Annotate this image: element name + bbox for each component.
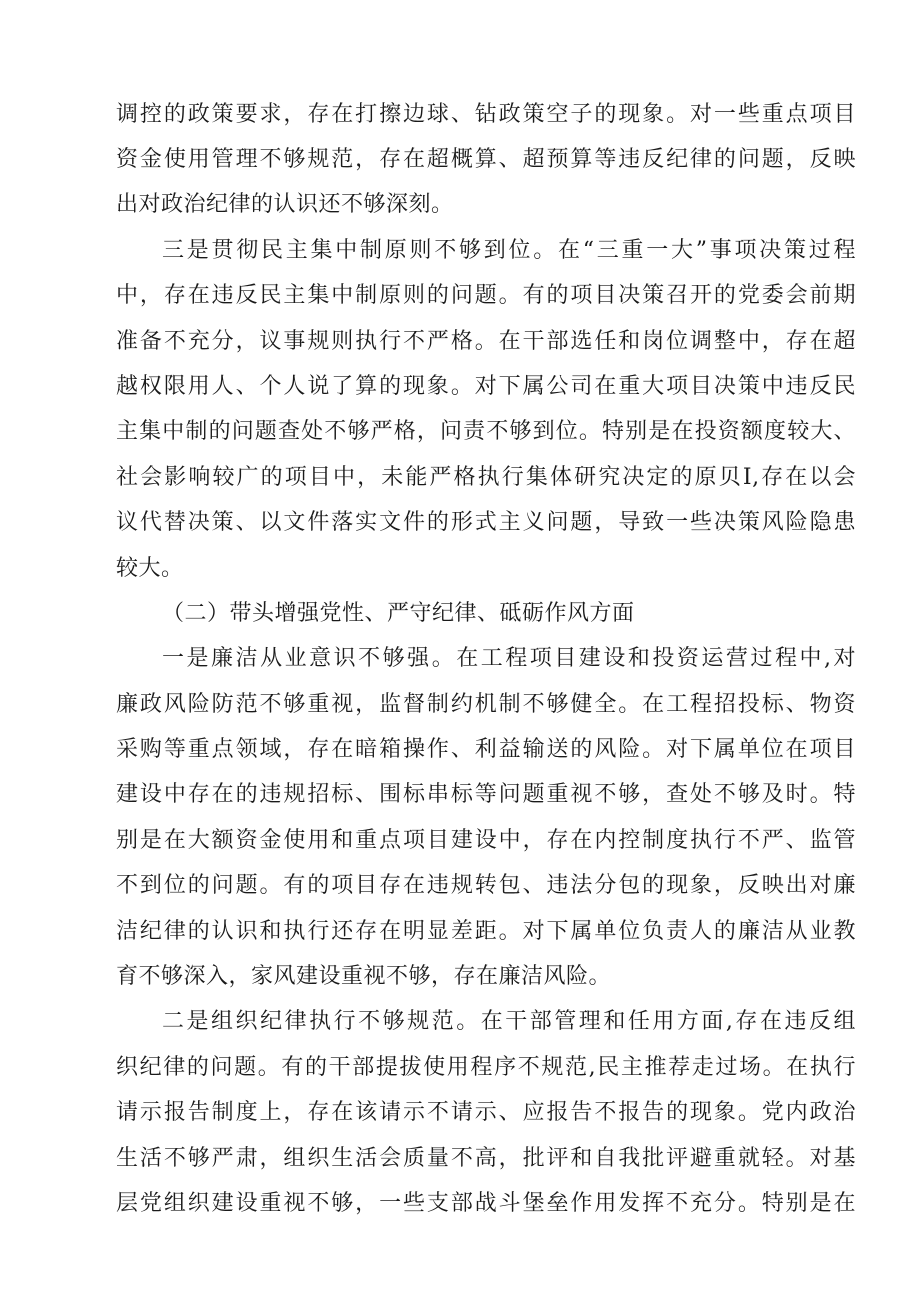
section-heading: （二）带头增强党性、严守纪律、砥砺作风方面 (162, 601, 635, 626)
text-line: 主集中制的问题查处不够严格，问责不够到位。特别是在投资额度较大、 (116, 419, 856, 444)
text-line: 准备不充分，议事规则执行不严格。在干部选任和岗位调整中，存在超 (116, 329, 856, 354)
text-line: 洁纪律的认识和执行还存在明显差距。对下属单位负责人的廉洁从业教 (116, 919, 856, 944)
text-line: 越权限用人、个人说了算的现象。对下属公司在重大项目决策中违反民 (116, 374, 856, 399)
text-line: 建设中存在的违规招标、围标串标等问题重视不够，查处不够及时。特 (116, 782, 856, 807)
text-line: 采购等重点领域，存在暗箱操作、利益输送的风险。对下属单位在项目 (116, 737, 856, 762)
text-line: 较大。 (116, 556, 184, 581)
text-line: 请示报告制度上，存在该请示不请示、应报告不报告的现象。党内政治 (116, 1100, 856, 1125)
text-line: 资金使用管理不够规范，存在超概算、超预算等违反纪律的问题，反映 (116, 147, 856, 172)
text-line: 别是在大额资金使用和重点项目建设中，存在内控制度执行不严、监管 (116, 828, 856, 853)
text-line: 育不够深入，家风建设重视不够，存在廉洁风险。 (116, 964, 612, 989)
paragraph-first-line: 三是贯彻民主集中制原则不够到位。在“三重一大”事项决策过程 (162, 238, 856, 263)
text-line: 生活不够严肃，组织生活会质量不高，批评和自我批评避重就轻。对基 (116, 1146, 856, 1171)
text-line: 廉政风险防范不够重视，监督制约机制不够健全。在工程招投标、物资 (116, 692, 856, 717)
text-line: 出对政治纪律的认识还不够深刻。 (116, 192, 454, 217)
text-line: 调控的政策要求，存在打擦边球、钻政策空子的现象。对一些重点项目 (116, 102, 856, 127)
text-line: 中，存在违反民主集中制原则的问题。有的项目决策召开的党委会前期 (116, 283, 856, 308)
paragraph-first-line: 二是组织纪律执行不够规范。在干部管理和任用方面,存在违反组 (162, 1009, 856, 1034)
text-line: 社会影响较广的项目中，未能严格执行集体研究决定的原贝I,存在以会 (116, 465, 856, 490)
text-line: 织纪律的问题。有的干部提拔使用程序不规范,民主推荐走过场。在执行 (116, 1055, 856, 1080)
text-line: 层党组织建设重视不够，一些支部战斗堡垒作用发挥不充分。特别是在 (116, 1191, 856, 1216)
paragraph-first-line: 一是廉洁从业意识不够强。在工程项目建设和投资运营过程中,对 (162, 646, 856, 671)
text-line: 不到位的问题。有的项目存在违规转包、违法分包的现象，反映出对廉 (116, 873, 856, 898)
text-line: 议代替决策、以文件落实文件的形式主义问题，导致一些决策风险隐患 (116, 510, 856, 535)
